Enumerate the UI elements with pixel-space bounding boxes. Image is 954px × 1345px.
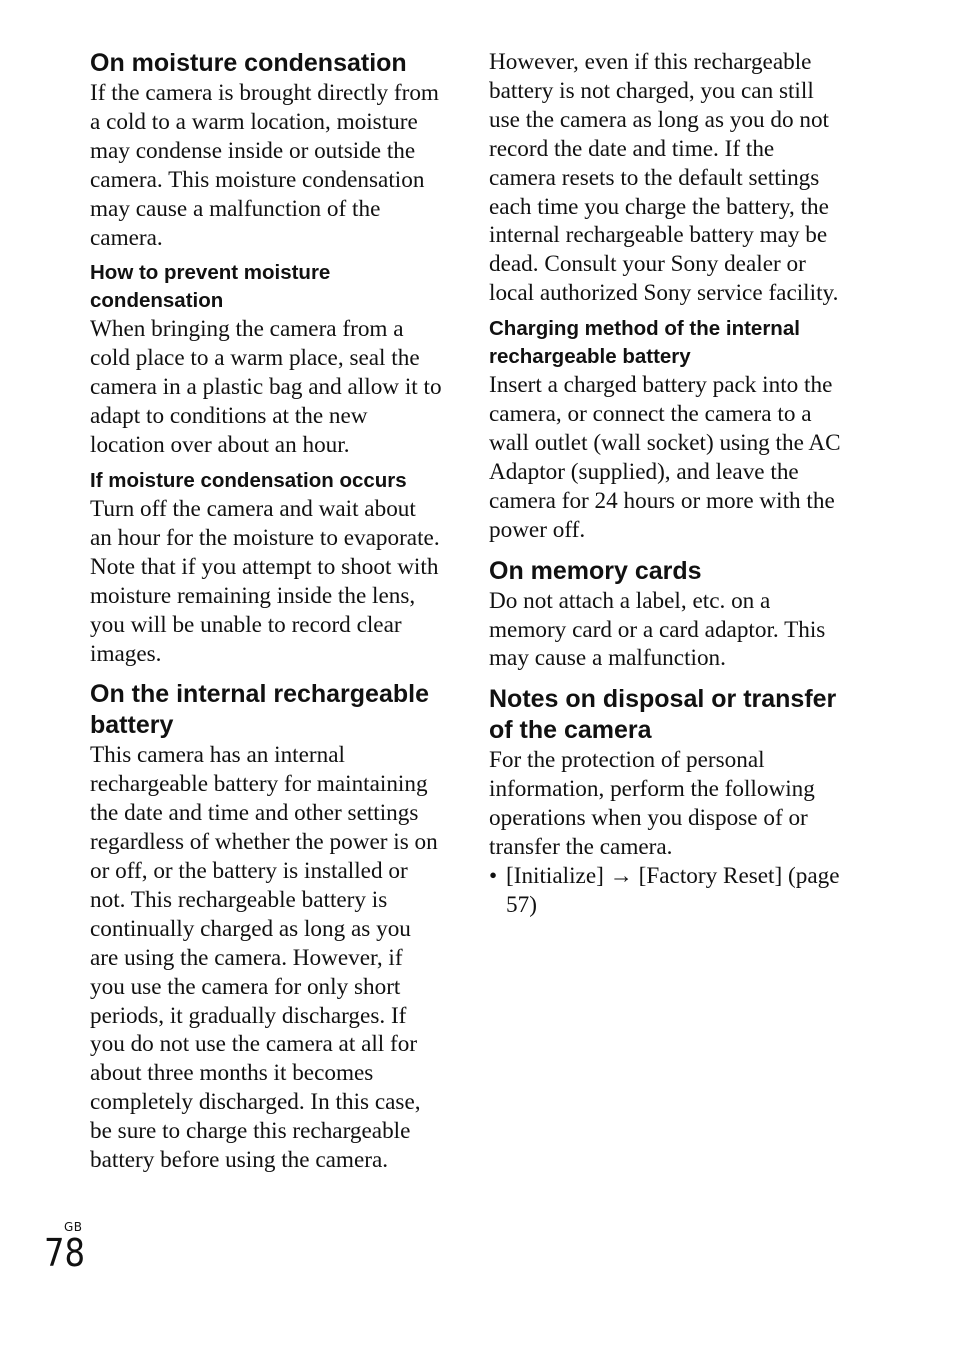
moisture-occurs-paragraph: Turn off the camera and wait about an hour for the moisture to evaporate. Note that if you attempt to shoot with moisture remaining inside the lens, you will be unable to record clear images. — [90, 495, 440, 667]
section-heading-internal-battery: On the internal rechargeable battery — [90, 680, 429, 740]
bullet-marker: • — [489, 862, 498, 889]
page-number: 78 — [44, 1231, 86, 1275]
prevent-moisture-paragraph: When bringing the camera from a cold place to a warm place, seal the camera in a plastic bag and allow it to adapt to conditions at the new location over about an hour. — [90, 316, 442, 459]
internal-battery-paragraph: This camera has an internal rechargeable battery for maintaining the date and time and other settings regardless of whether the power is on or off, or the battery is installed or not. This rechargeable battery is continually charged as long as you are using the camera. However, if you use the camera for only short periods, it gradually discharges. If you do not use the camera at all for about three months it becomes completely discharged. In this case, be sure to charge this rechargeable battery before using the camera. — [90, 742, 438, 1174]
disposal-bullet-item — [489, 862, 841, 920]
section-heading-memory-cards: On memory cards — [489, 556, 702, 585]
charging-method-paragraph: Insert a charged battery pack into the camera, or connect the camera to a wall outlet (wall socket) using the AC Adaptor (supplied), and leave the camera for 24 hours or more with the power off. — [489, 372, 841, 543]
subheading-prevent-moisture: How to prevent moisture condensation — [90, 261, 331, 313]
subheading-charging-method: Charging method of the internal rechargeable battery — [489, 317, 800, 369]
moisture-paragraph: If the camera is brought directly from a cold to a warm location, moisture may condense inside or outside the camera. This moisture condensation may cause a malfunction of the camera. — [90, 80, 439, 251]
right-column — [489, 48, 841, 920]
bullet-text: [Initialize] → [Factory Reset] (page 57) — [506, 862, 840, 918]
memory-cards-paragraph: Do not attach a label, etc. on a memory card or a card adaptor. This may cause a malfunction. — [489, 587, 826, 672]
subheading-moisture-occurs: If moisture condensation occurs — [90, 468, 407, 492]
internal-battery-continued-paragraph: However, even if this rechargeable battery is not charged, you can still use the camera as long as you do not record the date and time. If the camera resets to the default settings each time you charge the battery, the internal rechargeable battery may be dead. Consult your Sony dealer or local authorized Sony service facility. — [489, 49, 839, 307]
disposal-paragraph: For the protection of personal information, perform the following operations when you dispose of or transfer the camera. — [489, 747, 815, 861]
language-code: GB — [64, 1220, 83, 1234]
section-heading-moisture: On moisture condensation — [90, 49, 407, 77]
section-heading-disposal: Notes on disposal or transfer of the camera — [489, 685, 837, 745]
left-column — [90, 48, 442, 1175]
